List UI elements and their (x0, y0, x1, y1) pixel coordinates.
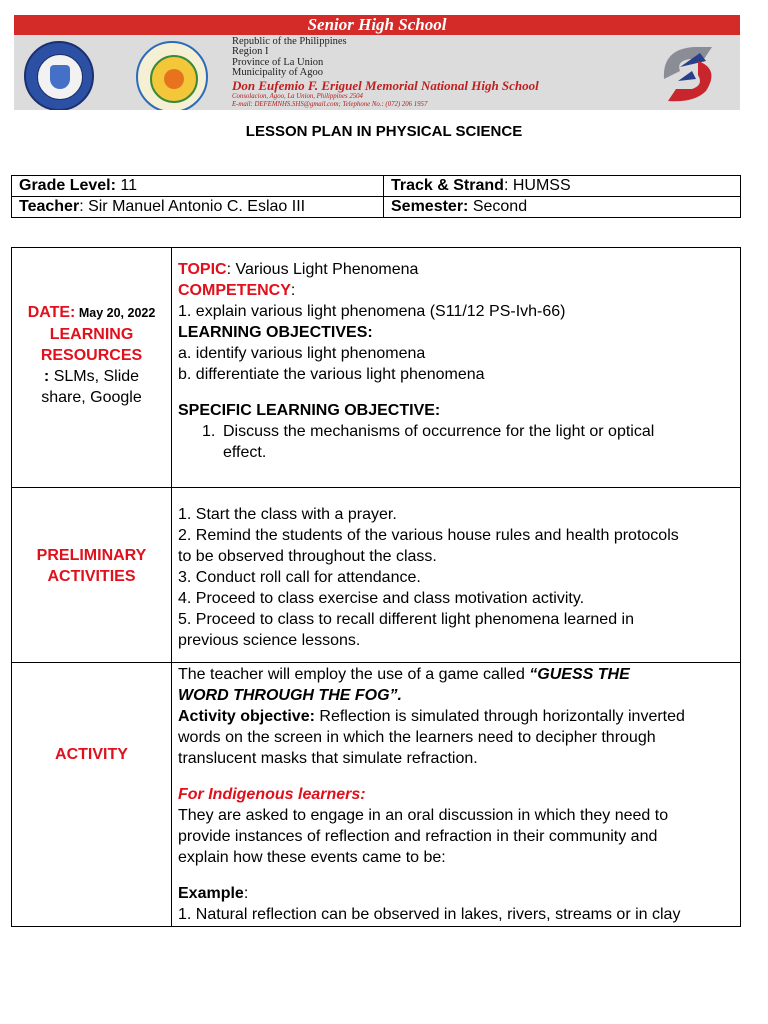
list-item: 1. Start the class with a prayer. (178, 505, 397, 523)
track-strand-cell (384, 176, 741, 197)
activity-objective-text: Reflection is simulated through horizontally inverted (314, 708, 685, 725)
list-item: 2. Remind the students of the various house rules and health protocols (178, 526, 679, 544)
activity-objective-text: translucent masks that simulate refraction. (178, 750, 478, 767)
header-line: Region I (232, 46, 269, 58)
track-strand-label: Track & Strand (391, 177, 504, 194)
resources-label-line: LEARNING (49, 325, 134, 343)
activity-intro: The teacher will employ the use of a game called (178, 666, 530, 683)
semester-cell (384, 197, 741, 218)
shs-logo (654, 39, 724, 107)
contact-line: E-mail: DEFEMNHS.SHS@gmail.com; Telephone No.: (072) 206 1957 (232, 101, 428, 108)
resources-value: SLMs, Slide (49, 367, 140, 385)
activity-label-cell (12, 663, 172, 927)
track-strand-value: : HUMSS (503, 177, 571, 194)
objective-item: a. identify various light phenomena (178, 344, 426, 362)
date-resources-cell (12, 248, 172, 488)
info-table (11, 175, 741, 218)
table-row (12, 248, 741, 488)
activity-label: ACTIVITY (55, 746, 128, 763)
list-item: 4. Proceed to class exercise and class motivation activity. (178, 589, 585, 607)
grade-level-cell (12, 176, 384, 197)
list-item: 5. Proceed to class to recall different light phenomena learned in (178, 610, 634, 628)
example-text: 1. Natural reflection can be observed in lakes, rivers, streams or in clay (178, 906, 681, 923)
resources-value: share, Google (41, 388, 142, 406)
item-number: 1. (202, 422, 216, 440)
indigenous-heading: For Indigenous learners: (178, 786, 366, 803)
preliminary-label: ACTIVITIES (47, 568, 136, 585)
specific-objective-text: Discuss the mechanisms of occurrence for the light or optical (223, 422, 655, 440)
table-row (12, 488, 741, 663)
example-label: Example (178, 885, 244, 902)
date-label: DATE: (27, 303, 76, 321)
topic-label: TOPIC (178, 260, 227, 278)
topic-cell (172, 248, 741, 488)
school-seal-logo (136, 41, 208, 110)
preliminary-label-cell (12, 488, 172, 663)
resources-colon: : (43, 367, 50, 385)
list-item: to be observed throughout the class. (178, 547, 437, 565)
lesson-table (11, 247, 741, 927)
school-contact (232, 93, 427, 109)
deped-seal-logo (24, 41, 94, 110)
resources-label-line: RESOURCES (40, 346, 143, 364)
header-line: Republic of the Philippines (232, 36, 347, 47)
topic-value: : Various Light Phenomena (226, 260, 419, 278)
indigenous-text: explain how these events came to be: (178, 849, 446, 866)
header-line: Province of La Union (232, 56, 324, 68)
table-row (12, 663, 741, 927)
header-line: Municipality of Agoo (232, 67, 323, 79)
specific-objective-text: effect. (223, 443, 267, 461)
indigenous-text: They are asked to engage in an oral discussion in which they need to (178, 807, 669, 824)
address-line: Consolacion, Agoo, La Union, Philippines 2504 (232, 93, 363, 100)
page-title: LESSON PLAN IN PHYSICAL SCIENCE (245, 123, 523, 140)
header-address-block (232, 37, 347, 79)
grade-level-label: Grade Level: (19, 177, 116, 194)
objectives-heading: LEARNING OBJECTIVES: (178, 323, 373, 341)
preliminary-activities-cell (172, 488, 741, 663)
activity-content-cell (172, 663, 741, 927)
specific-objective-heading: SPECIFIC LEARNING OBJECTIVE: (178, 401, 441, 419)
banner-title: Senior High School (14, 15, 740, 35)
grade-level-value: 11 (115, 177, 137, 194)
competency-label: COMPETENCY (178, 281, 291, 299)
game-name: WORD THROUGH THE FOG”. (178, 687, 402, 704)
header-banner (14, 15, 740, 110)
date-value: May 20, 2022 (75, 305, 156, 320)
teacher-cell (12, 197, 384, 218)
preliminary-label: PRELIMINARY (36, 547, 147, 564)
teacher-label: Teacher (19, 198, 80, 215)
activity-objective-label: Activity objective: (178, 708, 315, 725)
semester-value: Second (468, 198, 528, 215)
competency-item: 1. explain various light phenomena (S11/12 PS-Ivh-66) (178, 302, 566, 320)
example-colon: : (243, 885, 249, 902)
competency-colon: : (290, 281, 296, 299)
list-item: previous science lessons. (178, 631, 361, 649)
activity-objective-text: words on the screen in which the learners need to decipher through (178, 729, 656, 746)
indigenous-text: provide instances of reflection and refraction in their community and (178, 828, 658, 845)
school-name: Don Eufemio F. Eriguel Memorial National High School (232, 78, 539, 93)
game-name: “GUESS THE (529, 666, 630, 683)
specific-objective-item (178, 421, 740, 463)
objective-item: b. differentiate the various light phenomena (178, 365, 485, 383)
list-item: 3. Conduct roll call for attendance. (178, 568, 421, 586)
semester-label: Semester: (391, 198, 469, 215)
teacher-value: : Sir Manuel Antonio C. Eslao III (79, 198, 306, 215)
